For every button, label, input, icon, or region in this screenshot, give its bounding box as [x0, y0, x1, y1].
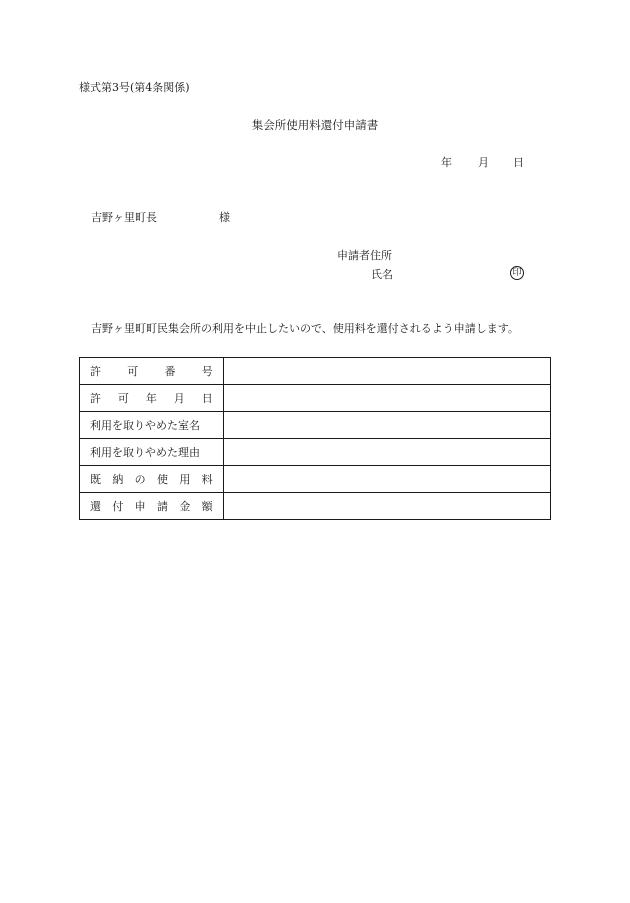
row-label-refund-amount [80, 493, 224, 520]
label-char: 申 [134, 500, 146, 513]
seal-mark: 印 [510, 266, 524, 280]
row-label-cancellation-reason [80, 439, 224, 466]
label-char: 用 [179, 473, 191, 486]
label-char: 番 [164, 365, 176, 378]
label-char: 号 [201, 365, 213, 378]
table-row [80, 412, 551, 439]
application-table [79, 357, 551, 520]
row-label-permit-date [80, 385, 224, 412]
table-row [80, 385, 551, 412]
table-row [80, 358, 551, 385]
table-row [80, 466, 551, 493]
label-char: 利用を取りやめた室名 [90, 419, 200, 432]
label-char: 利用を取りやめた理由 [90, 446, 200, 459]
permit-number-field[interactable] [223, 358, 550, 385]
application-statement: 吉野ヶ里町町民集会所の利用を中止したいので、使用料を還付されるよう申請します。 [91, 322, 519, 335]
label-char: 許 [90, 365, 101, 378]
label-char: 金 [179, 500, 191, 513]
label-char: 付 [112, 500, 124, 513]
date-year-label: 年 [441, 156, 452, 169]
addressee: 吉野ヶ里町長 [91, 211, 157, 224]
table-row [80, 439, 551, 466]
table-row [80, 493, 551, 520]
label-char: 既 [90, 473, 101, 486]
label-char: の [134, 473, 146, 486]
label-char: 可 [117, 392, 129, 405]
applicant-address-label: 申請者住所 [337, 249, 392, 262]
label-char: 可 [127, 365, 139, 378]
applicant-name-label: 氏名 [371, 268, 393, 281]
permit-date-field[interactable] [223, 385, 550, 412]
label-char: 額 [201, 500, 213, 513]
cancellation-reason-field[interactable] [223, 439, 550, 466]
label-char: 還 [90, 500, 101, 513]
label-char: 月 [173, 392, 185, 405]
refund-amount-field[interactable] [223, 493, 550, 520]
label-char: 請 [156, 500, 168, 513]
label-char: 許 [90, 392, 101, 405]
row-label-cancelled-room [80, 412, 224, 439]
honorific: 様 [219, 211, 230, 224]
label-char: 年 [145, 392, 157, 405]
date-day-label: 日 [513, 156, 524, 169]
label-char: 納 [112, 473, 124, 486]
row-label-paid-fee [80, 466, 224, 493]
paid-fee-field[interactable] [223, 466, 550, 493]
document-title: 集会所使用料還付申請書 [251, 118, 379, 132]
form-number: 様式第3号(第4条関係) [79, 81, 190, 94]
row-label-permit-number [80, 358, 224, 385]
label-char: 料 [201, 473, 213, 486]
label-char: 日 [201, 392, 213, 405]
label-char: 使 [156, 473, 168, 486]
date-month-label: 月 [478, 156, 489, 169]
cancelled-room-field[interactable] [223, 412, 550, 439]
